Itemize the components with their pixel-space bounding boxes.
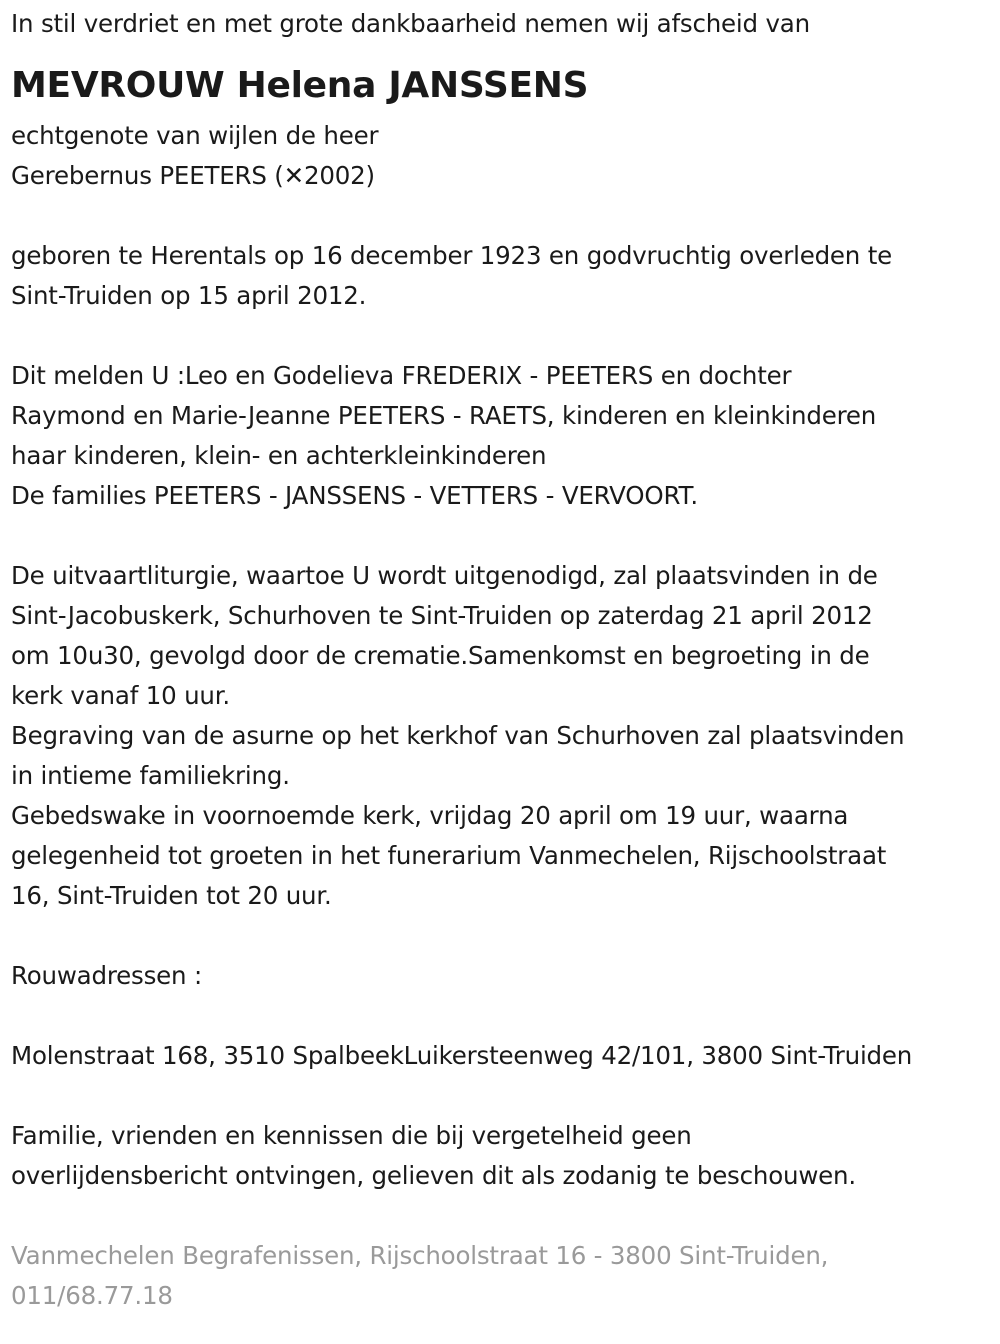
announced-by-line: Raymond en Marie-Jeanne PEETERS - RAETS, kinderen en kleinkinderen [11,401,877,430]
ceremony-line: De uitvaartliturgie, waartoe U wordt uitgenodigd, zal plaatsvinden in de [11,561,878,590]
birth-death-line: Sint-Truiden op 15 april 2012. [11,281,367,310]
ceremony-line: gelegenheid tot groeten in het funerarium Vanmechelen, Rijschoolstraat [11,841,887,870]
ceremony-line: in intieme familiekring. [11,761,290,790]
announced-by-line: Dit melden U :Leo en Godelieva FREDERIX - PEETERS en dochter [11,361,792,390]
announced-by-block [11,356,996,516]
funeral-home-line: Vanmechelen Begrafenissen, Rijschoolstraat 16 - 3800 Sint-Truiden, [11,1241,829,1270]
closing-line: overlijdensbericht ontvingen, gelieven dit als zodanig te beschouwen. [11,1161,856,1190]
intro-text: In stil verdriet en met grote dankbaarheid nemen wij afscheid van [11,9,810,38]
ceremony-line: Sint-Jacobuskerk, Schurhoven te Sint-Truiden op zaterdag 21 april 2012 [11,601,873,630]
obituary-notice [11,4,996,1316]
ceremony-block [11,556,996,916]
ceremony-line: kerk vanaf 10 uur. [11,681,230,710]
spacer [11,916,996,956]
spacer [11,316,996,356]
addresses-text: Molenstraat 168, 3510 SpalbeekLuikersteenweg 42/101, 3800 Sint-Truiden [11,1041,913,1070]
closing-line: Familie, vrienden en kennissen die bij vergetelheid geen [11,1121,692,1150]
spacer [11,196,996,236]
addresses-label: Rouwadressen : [11,961,203,990]
ceremony-line: Gebedswake in voornoemde kerk, vrijdag 20 april om 19 uur, waarna [11,801,849,830]
spacer [11,1076,996,1116]
announced-by-line: haar kinderen, klein- en achterkleinkinderen [11,441,547,470]
funeral-home-line: 011/68.77.18 [11,1281,173,1310]
funeral-home-footer [11,1236,996,1316]
spouse-block [11,116,996,196]
birth-death-block [11,236,996,316]
ceremony-line: Begraving van de asurne op het kerkhof van Schurhoven zal plaatsvinden [11,721,905,750]
deceased-name: MEVROUW Helena JANSSENS [11,65,589,106]
spouse-line: echtgenote van wijlen de heer [11,121,379,150]
spouse-line: Gerebernus PEETERS (✕2002) [11,161,375,190]
spacer [11,996,996,1036]
ceremony-line: om 10u30, gevolgd door de crematie.Samenkomst en begroeting in de [11,641,870,670]
announced-by-line: De families PEETERS - JANSSENS - VETTERS - VERVOORT. [11,481,698,510]
spacer [11,516,996,556]
ceremony-line: 16, Sint-Truiden tot 20 uur. [11,881,332,910]
closing-block [11,1116,996,1196]
birth-death-line: geboren te Herentals op 16 december 1923 en godvruchtig overleden te [11,241,892,270]
spacer [11,1196,996,1236]
